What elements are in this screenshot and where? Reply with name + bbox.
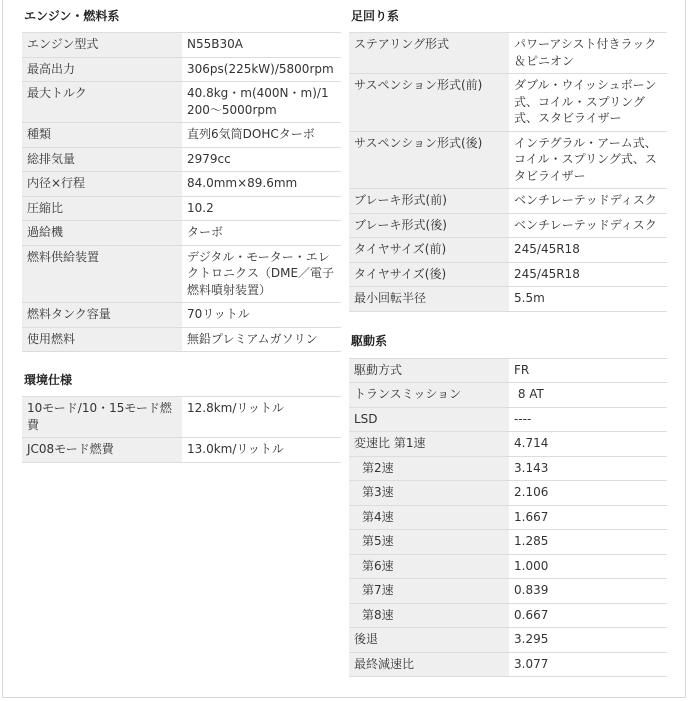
spec-label: 総排気量 — [22, 147, 182, 172]
spec-label: 内径×行程 — [22, 172, 182, 197]
spec-value: 直列6気筒DOHCターボ — [182, 123, 341, 148]
spec-label: 過給機 — [22, 221, 182, 246]
spec-label: 燃料タンク容量 — [22, 303, 182, 328]
spec-label: 使用燃料 — [22, 327, 182, 352]
spec-value: 5.5m — [509, 287, 667, 312]
table-row — [22, 57, 341, 82]
table-row — [349, 131, 667, 189]
spec-value: 245/45R18 — [509, 238, 667, 263]
spec-label: タイヤサイズ(前) — [349, 238, 509, 263]
table-row — [349, 33, 667, 74]
drive-section-title: 駆動系 — [351, 333, 388, 348]
table-row — [22, 397, 341, 438]
table-row — [349, 74, 667, 132]
spec-label: 第6速 — [349, 554, 509, 579]
environment-section-title: 環境仕様 — [24, 373, 73, 387]
spec-label: JC08モード燃費 — [22, 438, 182, 463]
spec-label: 駆動方式 — [349, 358, 509, 383]
spec-label: トランスミッション — [349, 383, 509, 408]
table-row — [349, 628, 667, 653]
spec-value: N55B30A — [182, 33, 341, 58]
table-row — [349, 238, 667, 263]
table-row — [349, 358, 667, 383]
spec-value: 12.8km/リットル — [182, 397, 341, 438]
spec-label: 10モード/10・15モード燃費 — [22, 397, 182, 438]
engine-spec-table — [22, 32, 341, 352]
spec-value: 3.077 — [509, 652, 667, 677]
table-row — [349, 603, 667, 628]
spec-value: デジタル・モーター・エレクトロニクス（DME／電子燃料噴射装置） — [182, 245, 341, 303]
spec-value: ---- — [509, 407, 667, 432]
spec-value: 0.667 — [509, 603, 667, 628]
table-row — [349, 530, 667, 555]
table-row — [22, 33, 341, 58]
suspension-section-title: 足回り系 — [351, 9, 400, 23]
spec-label: 最終減速比 — [349, 652, 509, 677]
environment-spec-table — [22, 396, 341, 463]
spec-label: 圧縮比 — [22, 196, 182, 221]
left-column — [22, 0, 341, 463]
spec-value: 2979cc — [182, 147, 341, 172]
spec-label: 種類 — [22, 123, 182, 148]
table-row — [22, 147, 341, 172]
spec-value: 0.839 — [509, 579, 667, 604]
suspension-spec-table — [349, 32, 667, 312]
spec-label: 第3速 — [349, 481, 509, 506]
table-row — [22, 82, 341, 123]
spec-label: エンジン型式 — [22, 33, 182, 58]
table-row — [22, 438, 341, 463]
spec-label: 第8速 — [349, 603, 509, 628]
spec-label: サスペンション形式(前) — [349, 74, 509, 132]
table-row — [22, 245, 341, 303]
spec-value: 70リットル — [182, 303, 341, 328]
table-row — [349, 505, 667, 530]
spec-value: 306ps(225kW)/5800rpm — [182, 57, 341, 82]
spec-value: 84.0mm×89.6mm — [182, 172, 341, 197]
spec-label: 第4速 — [349, 505, 509, 530]
drive-spec-table — [349, 358, 667, 678]
spec-label: 最小回転半径 — [349, 287, 509, 312]
spec-value: ターボ — [182, 221, 341, 246]
right-column — [349, 0, 667, 677]
table-row — [349, 383, 667, 408]
spec-label: 変速比 第1速 — [349, 432, 509, 457]
spec-value: 2.106 — [509, 481, 667, 506]
table-row — [22, 123, 341, 148]
spec-label: 最大トルク — [22, 82, 182, 123]
spec-value: ダブル・ウイッシュボーン式、コイル・スプリング式、スタビライザー — [509, 74, 667, 132]
spec-label: サスペンション形式(後) — [349, 131, 509, 189]
table-row — [349, 189, 667, 214]
spec-value: 1.000 — [509, 554, 667, 579]
table-row — [349, 287, 667, 312]
table-row — [22, 196, 341, 221]
table-row — [349, 579, 667, 604]
table-row — [22, 172, 341, 197]
spec-label: ブレーキ形式(後) — [349, 213, 509, 238]
spec-label: 後退 — [349, 628, 509, 653]
spec-value: 1.285 — [509, 530, 667, 555]
spec-value: ベンチレーテッドディスク — [509, 213, 667, 238]
spec-value: 10.2 — [182, 196, 341, 221]
spec-value: 3.143 — [509, 456, 667, 481]
spec-label: ブレーキ形式(前) — [349, 189, 509, 214]
table-row — [22, 303, 341, 328]
spec-value: 8 AT — [509, 383, 667, 408]
table-row — [22, 221, 341, 246]
spec-label: 最高出力 — [22, 57, 182, 82]
spec-label: LSD — [349, 407, 509, 432]
spec-label: 第5速 — [349, 530, 509, 555]
table-row — [349, 407, 667, 432]
spec-value: 無鉛プレミアムガソリン — [182, 327, 341, 352]
table-row — [349, 554, 667, 579]
spec-value: 1.667 — [509, 505, 667, 530]
spec-value: FR — [509, 358, 667, 383]
spec-value: 245/45R18 — [509, 262, 667, 287]
spec-value: 3.295 — [509, 628, 667, 653]
table-row — [349, 481, 667, 506]
spec-value: インテグラル・アーム式、コイル・スプリング式、スタビライザー — [509, 131, 667, 189]
spec-label: 第7速 — [349, 579, 509, 604]
table-row — [22, 327, 341, 352]
spec-value: 40.8kg・m(400N・m)/1200～5000rpm — [182, 82, 341, 123]
spec-value: パワーアシスト付きラック＆ピニオン — [509, 33, 667, 74]
spec-value: 13.0km/リットル — [182, 438, 341, 463]
table-row — [349, 262, 667, 287]
spec-label: ステアリング形式 — [349, 33, 509, 74]
spec-label: 燃料供給装置 — [22, 245, 182, 303]
spec-label: タイヤサイズ(後) — [349, 262, 509, 287]
table-row — [349, 456, 667, 481]
spec-value: ベンチレーテッドディスク — [509, 189, 667, 214]
table-row — [349, 213, 667, 238]
spec-value: 4.714 — [509, 432, 667, 457]
spec-label: 第2速 — [349, 456, 509, 481]
table-row — [349, 432, 667, 457]
engine-section-title: エンジン・燃料系 — [24, 9, 120, 23]
table-row — [349, 652, 667, 677]
